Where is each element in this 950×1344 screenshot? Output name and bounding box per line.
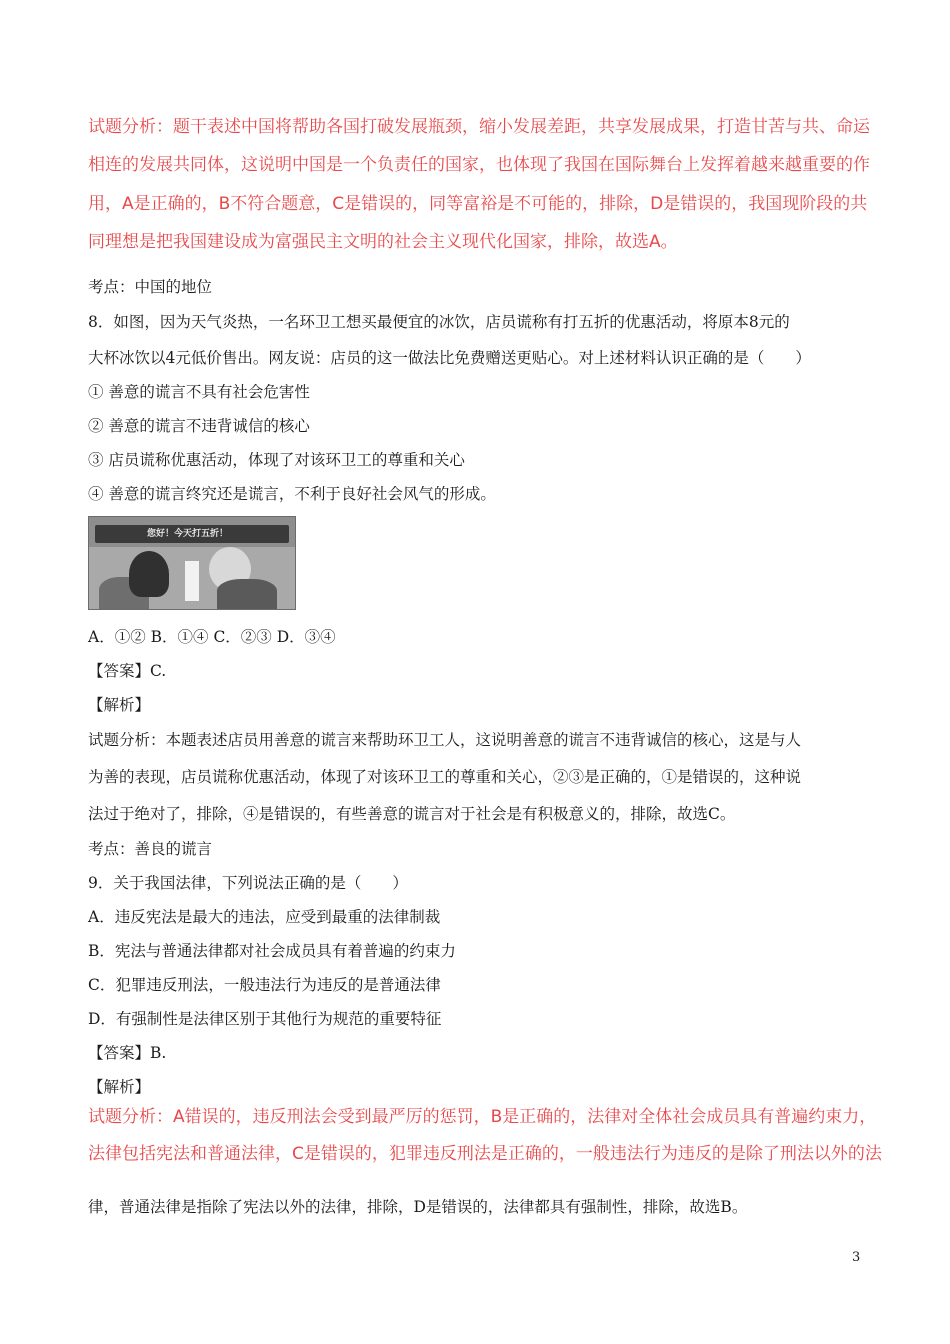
q9-answer: 【答案】B. (88, 1044, 167, 1062)
q9-option-a: A．违反宪法是最大的违法，应受到最重的法律制裁 (88, 908, 441, 926)
kaodian-q7: 考点：中国的地位 (88, 278, 213, 296)
q8-photo (88, 516, 296, 610)
analysis-q7-line3: 用，A是正确的，B不符合题意，C是错误的，同等富裕是不可能的，排除，D是错误的，我国现阶段的共 (88, 194, 868, 214)
photo-figure-clerk (129, 551, 169, 597)
photo-banner-text: 您好！今天打五折！ (147, 529, 229, 539)
q8-statement-4: ④ 善意的谎言终究还是谎言，不利于良好社会风气的形成。 (88, 485, 496, 503)
q8-analysis-line3: 法过于绝对了，排除，④是错误的，有些善意的谎言对于社会是有积极意义的，排除，故选C。 (88, 805, 736, 823)
q8-analysis-line2: 为善的表现，店员谎称优惠活动，体现了对该环卫工的尊重和关心，②③是正确的，①是错误的，这种说 (88, 768, 802, 786)
q8-jiexi-label: 【解析】 (88, 696, 151, 714)
page-number: 3 (852, 1250, 861, 1265)
q8-choices: A．①② B．①④ C．②③ D．③④ (88, 628, 336, 646)
q9-analysis-line3: 律，普通法律是指除了宪法以外的法律，排除，D是错误的，法律都具有强制性，排除，故选B。 (88, 1198, 748, 1216)
q9-option-c: C．犯罪违反刑法，一般违法行为违反的是普通法律 (88, 976, 441, 994)
photo-cup (185, 561, 199, 601)
q9-stem: 9．关于我国法律，下列说法正确的是（ ） (88, 874, 408, 892)
q9-option-d: D．有强制性是法律区别于其他行为规范的重要特征 (88, 1010, 442, 1028)
analysis-q7-line1: 试题分析：题干表述中国将帮助各国打破发展瓶颈，缩小发展差距，共享发展成果，打造甘苦与共、命运 (88, 117, 870, 137)
q8-statement-2: ② 善意的谎言不违背诚信的核心 (88, 417, 310, 435)
q9-jiexi-label: 【解析】 (88, 1078, 151, 1096)
q9-option-b: B．宪法与普通法律都对社会成员具有着普遍的约束力 (88, 942, 456, 960)
q8-stem-line1: 8．如图，因为天气炎热，一名环卫工想买最便宜的冰饮，店员谎称有打五折的优惠活动，将原本8元的 (88, 313, 790, 331)
q8-answer: 【答案】C. (88, 662, 167, 680)
q8-statement-1: ① 善意的谎言不具有社会危害性 (88, 383, 310, 401)
analysis-q7-line2: 相连的发展共同体，这说明中国是一个负责任的国家，也体现了我国在国际舞台上发挥着越来越重要的作 (88, 155, 870, 175)
q9-analysis-line1: 试题分析：A错误的，违反刑法会受到最严厉的惩罚，B是正确的，法律对全体社会成员具有普遍约束力， (88, 1107, 877, 1127)
analysis-q7-line4: 同理想是把我国建设成为富强民主文明的社会主义现代化国家，排除，故选A。 (88, 232, 678, 252)
q9-analysis-line2: 法律包括宪法和普通法律，C是错误的，犯罪违反刑法是正确的，一般违法行为违反的是除了刑法以外的法 (88, 1144, 882, 1164)
kaodian-q8: 考点：善良的谎言 (88, 840, 213, 858)
q8-analysis-line1: 试题分析：本题表述店员用善意的谎言来帮助环卫工人，这说明善意的谎言不违背诚信的核心，这是与人 (88, 731, 802, 749)
q8-statement-3: ③ 店员谎称优惠活动，体现了对该环卫工的尊重和关心 (88, 451, 465, 469)
q8-stem-line2: 大杯冰饮以4元低价售出。网友说：店员的这一做法比免费赠送更贴心。对上述材料认识正确的是（ ） (88, 349, 811, 367)
photo-figure-worker-body (217, 579, 277, 609)
